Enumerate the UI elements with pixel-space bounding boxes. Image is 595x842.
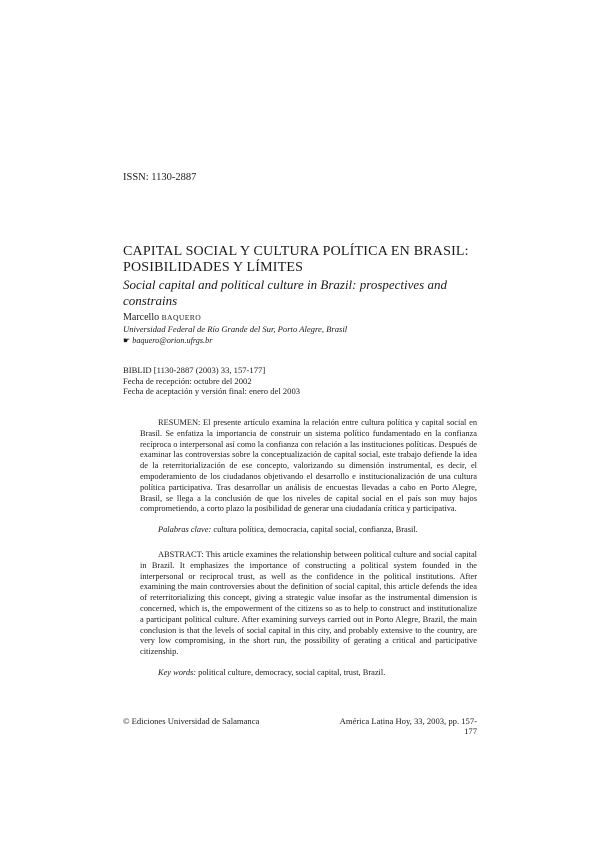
author-block [123,312,495,346]
received-date: Fecha de recepción: octubre del 2002 [123,375,252,386]
palabras-clave [140,525,477,536]
author-email[interactable]: baquero@orion.ufrgs.br [132,336,213,345]
bibliographic-info [123,365,495,397]
abstracts-section [140,418,477,679]
author-affiliation: Universidad Federal de Río Grande del Sur, Porto Alegre, Brasil [123,324,348,334]
article-title-block [123,244,495,309]
author-email-row [123,335,495,346]
issn-number: ISSN: 1130-2887 [123,172,197,183]
palabras-clave-label: Palabras clave: [158,525,212,535]
article-title-line-1: CAPITAL SOCIAL Y CULTURA POLÍTICA EN BRASIL: [123,244,469,259]
author-first-name: Marcello [123,312,160,323]
abstract-paragraph: ABSTRACT: This article examines the relationship between political culture and social capital in Brazil. It emphasizes the importance of constructing a political system founded in the interpersonal or reciprocal trust, as well as the confidence in the political institutions. After examining the main controversies about the definition of social capital, this article defends the idea of reterritorializing this concept, giving a strategic value insofar as the instrumental dimension is concerned, which is, the empowerment of the citizens so as to help to construct and institutionalize a participant political culture. After examining surveys carried out in Porto Alegre, Brazil, the main conclusion is that the levels of social capital in this city, and probably extensive to the country, are very low compromising, in the short run, the possibility of gerating a critical and participative citizenship. [140,549,477,657]
footer-journal-citation: América Latina Hoy, 33, 2003, pp. 157-177 [339,716,477,736]
author-name [123,312,495,324]
palabras-clave-values: cultura política, democracia, capital social, confianza, Brasil. [213,525,418,535]
key-words-label: Key words: [158,667,197,677]
resumen-paragraph: RESUMEN: El presente artículo examina la relación entre cultura política y capital social en Brasil. Se enfatiza la importancia de construir un sistema político fundamentado en la confianza recíproca o interpersonal así como la confianza con relación a las instituciones políticas. Después de examinar las controversias sobre la conceptualización de capital social, este trabajo defiende la idea de la reterritorialización de ese concepto, valorizando su dimensión instrumental, es decir, el empoderamiento de los ciudadanos objetivando el desarrollo e institucionalización de una cultura política participativa. Tras desarrollar un análisis de encuestas llevadas a cabo en Porto Alegre, Brasil, se llega a la conclusión de que los niveles de capital social en el país son muy bajos comprometiendo, a corto plazo la posibilidad de generar una ciudadanía crítica y participativa. [140,418,477,514]
biblid-reference: BIBLID [1130-2887 (2003) 33, 157-177] [123,365,266,375]
pointing-hand-icon: ☛ [123,336,131,345]
accepted-date: Fecha de aceptación y versión final: enero del 2003 [123,386,301,396]
key-words-values: political culture, democracy, social capital, trust, Brazil. [198,667,386,677]
article-subtitle-english: Social capital and political culture in Brazil: prospectives and constrains [123,277,447,308]
author-last-name: BAQUERO [161,313,202,322]
key-words [140,668,477,679]
footer-publisher: © Ediciones Universidad de Salamanca [123,716,260,726]
article-title-line-2: POSIBILIDADES Y LÍMITES [123,260,304,275]
